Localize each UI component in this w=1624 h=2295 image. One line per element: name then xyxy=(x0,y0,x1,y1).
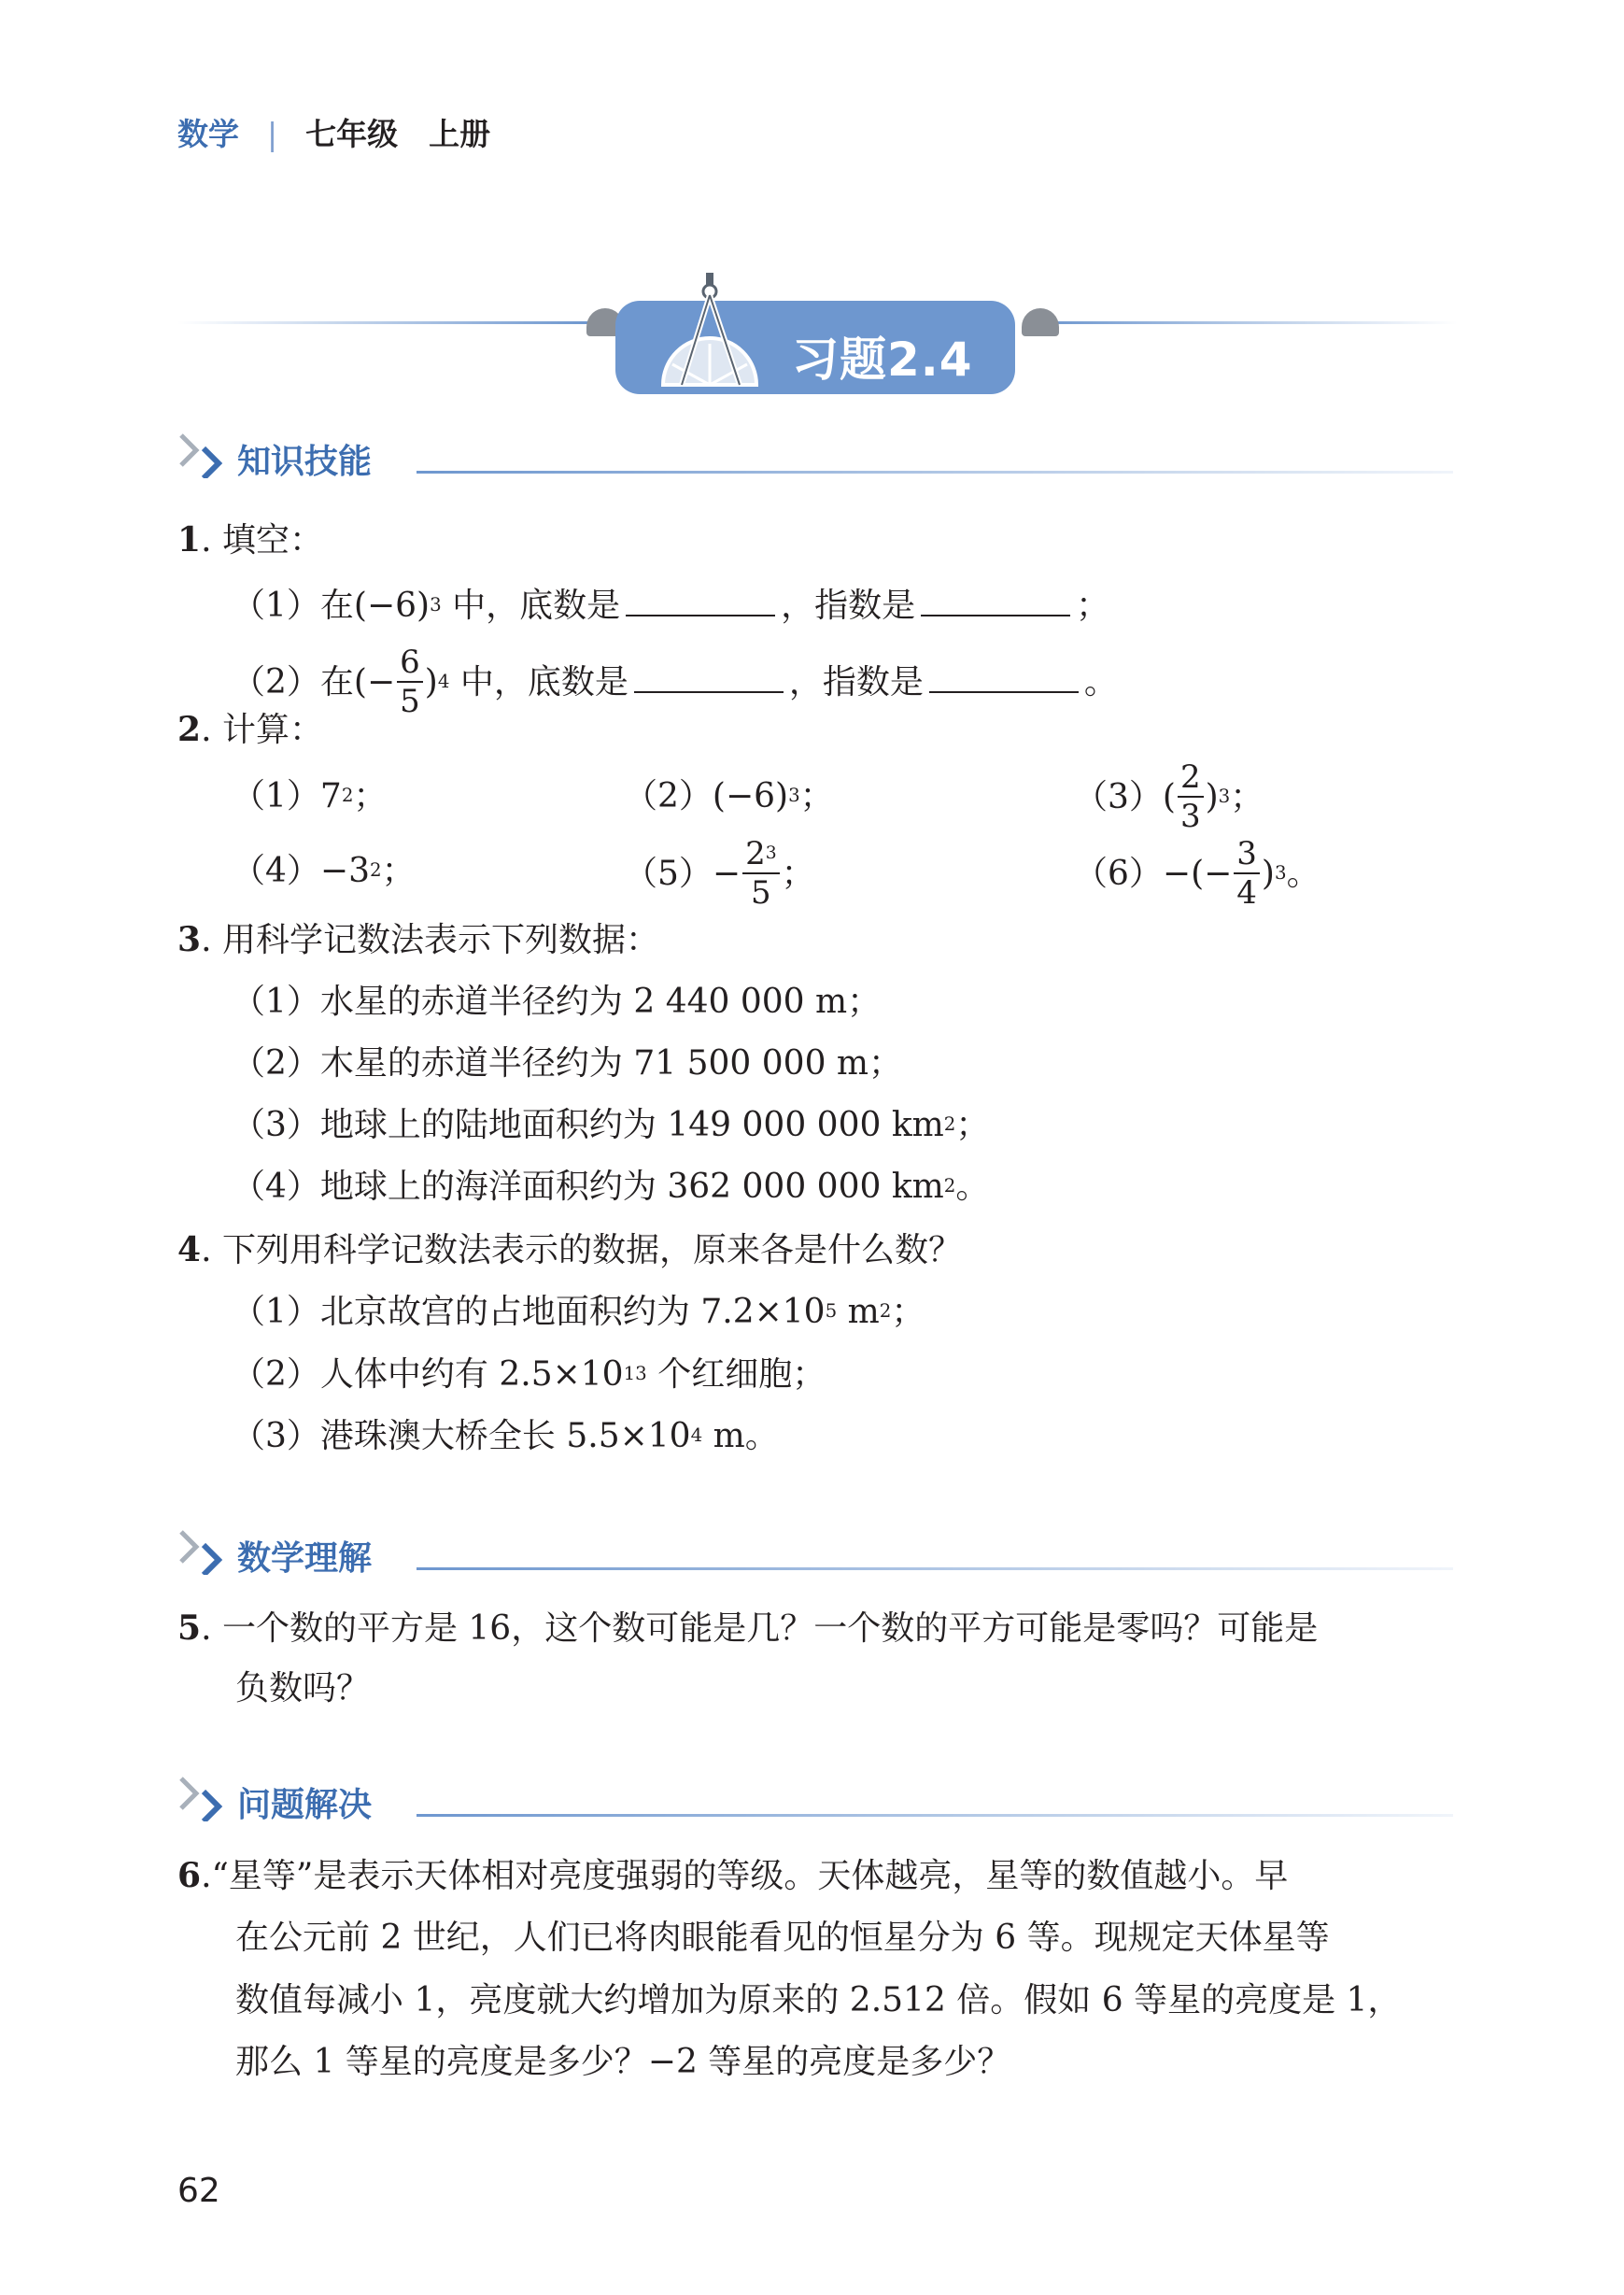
fraction: $\frac{2^3}{5}$ xyxy=(742,838,780,909)
question-3-stem: 3. 用科学记数法表示下列数据： xyxy=(177,920,659,959)
chevron-right-icon xyxy=(176,432,232,478)
question-2-part-3: （3）( $\frac{2}{3}$ )$^3$； xyxy=(1074,758,1264,835)
banner-cap-right xyxy=(1022,308,1059,336)
question-3-item-2: （2）木星的赤道半径约为 71 500 000 m； xyxy=(232,1044,903,1083)
question-2-part-5: （5）− $\frac{2^3}{5}$ ； xyxy=(624,835,815,912)
question-3-item-3: （3）地球上的陆地面积约为 149 000 000 $km^2$； xyxy=(232,1106,990,1144)
question-2-part-2: $(2)(-6)^3$； xyxy=(624,777,834,815)
question-2-part-6: （6）−(− $\frac{3}{4}$ )$^3$。 xyxy=(1074,835,1320,912)
header-separator: | xyxy=(267,116,278,152)
section-heading-solving xyxy=(176,1775,1455,1824)
compass-protractor-icon xyxy=(654,271,766,392)
question-1-part-b: （2）在(− $\frac{6}{5}$ )$^4$ 中，底数是 ，指数是 。 xyxy=(232,644,1118,720)
page-number: 62 xyxy=(177,2172,220,2210)
question-2-part-4: $(4)-3^2$； xyxy=(232,852,416,890)
running-header xyxy=(177,110,490,154)
answer-blank[interactable] xyxy=(929,661,1079,693)
banner-rule-right xyxy=(1042,321,1458,324)
section-label: 问题解决 xyxy=(237,1786,373,1824)
answer-blank[interactable] xyxy=(921,585,1070,616)
section-rule xyxy=(417,1814,1453,1817)
question-4-item-2: （2）人体中约有 $2.5\times 10^{13}$ 个红细胞； xyxy=(232,1355,826,1394)
question-4-item-1: （1）北京故宫的占地面积约为 $7.2\times 10^5$ $m^2$； xyxy=(232,1293,925,1331)
question-6-line-1: 6.“星等”是表示天体相对亮度强弱的等级。天体越亮，星等的数值越小。早 xyxy=(177,1856,1289,1895)
fraction: $\frac{6}{5}$ xyxy=(397,646,423,717)
section-label: 数学理解 xyxy=(237,1539,373,1578)
answer-blank[interactable] xyxy=(626,585,775,616)
section-rule xyxy=(417,471,1453,474)
question-5-line-2: 负数吗？ xyxy=(235,1669,371,1707)
question-5-line-1: 5. 一个数的平方是 16，这个数可能是几？一个数的平方可能是零吗？可能是 xyxy=(177,1608,1319,1648)
question-2-part-1: $(1)7^2$； xyxy=(232,777,388,815)
banner-rule-left xyxy=(177,321,588,324)
chevron-right-icon xyxy=(176,1528,232,1575)
question-6-line-4: 那么 1 等星的亮度是多少？−2 等星的亮度是多少？ xyxy=(235,2043,1011,2081)
answer-blank[interactable] xyxy=(634,661,784,693)
section-heading-skills xyxy=(176,432,1455,481)
question-4-item-3: （3）港珠澳大桥全长 $5.5\times 10^4$ m。 xyxy=(232,1417,779,1455)
grade-label: 七年级 上册 xyxy=(305,116,491,152)
fraction: $\frac{2}{3}$ xyxy=(1178,761,1204,832)
exercise-title: 习题2.4 xyxy=(792,333,973,387)
question-1-stem: 1. 填空： xyxy=(177,520,323,560)
question-1-part-a: （1）在$(-6)^3$ 中，底数是 ，指数是 ； xyxy=(232,587,1110,625)
question-6-line-2: 在公元前 2 世纪，人们已将肉眼能看见的恒星分为 6 等。现规定天体星等 xyxy=(235,1919,1330,1957)
question-6-line-3: 数值每减小 1，亮度就大约增加为原来的 2.512 倍。假如 6 等星的亮度是 1， xyxy=(235,1981,1402,2019)
question-4-stem: 4. 下列用科学记数法表示的数据，原来各是什么数？ xyxy=(177,1230,962,1269)
chevron-right-icon xyxy=(176,1775,232,1821)
section-rule xyxy=(417,1567,1453,1570)
fraction: $\frac{3}{4}$ xyxy=(1234,838,1260,909)
question-3-item-4: （4）地球上的海洋面积约为 362 000 000 $km^2$。 xyxy=(232,1168,990,1206)
subject-label: 数学 xyxy=(177,116,239,152)
section-heading-understanding xyxy=(176,1528,1455,1578)
question-3-item-1: （1）水星的赤道半径约为 2 440 000 m； xyxy=(232,983,882,1021)
section-label: 知识技能 xyxy=(237,443,373,481)
question-2-stem: 2. 计算： xyxy=(177,710,323,749)
